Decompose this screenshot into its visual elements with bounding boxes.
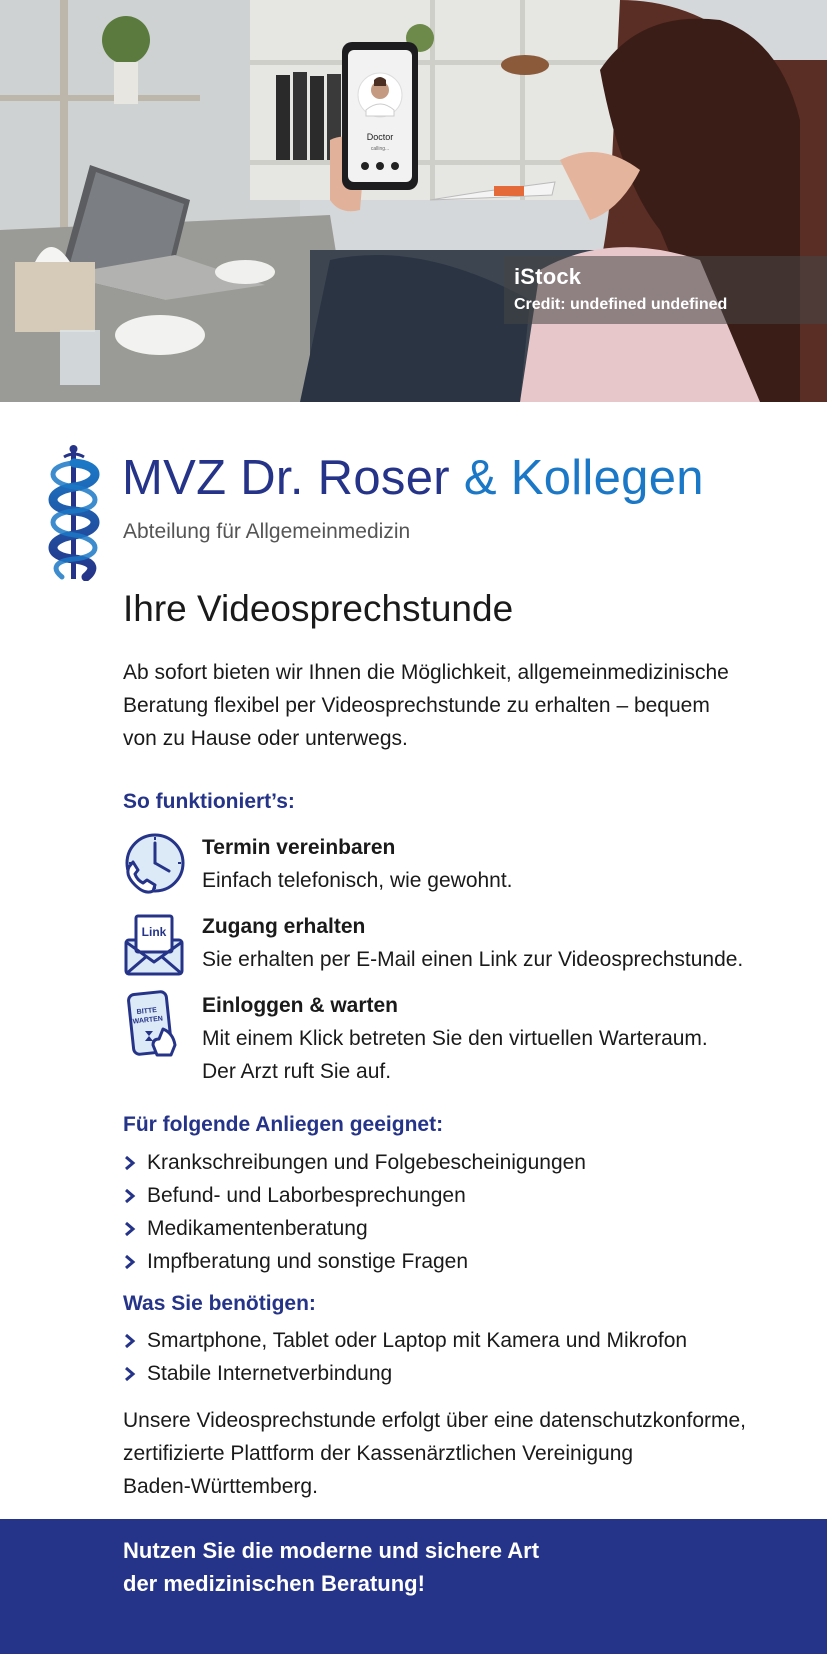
chevron-right-icon	[123, 1221, 137, 1237]
closing-line: zertifizierte Plattform der Kassenärztlichen Vereinigung	[123, 1442, 634, 1465]
requirements-list	[123, 1324, 687, 1390]
link-mail-icon	[123, 910, 185, 978]
clock-phone-icon	[123, 831, 185, 899]
waiting-phone-icon	[123, 989, 185, 1057]
list-item-text: Krankschreibungen und Folgebescheinigungen	[147, 1151, 586, 1174]
requirements-heading: Was Sie benötigen:	[123, 1292, 316, 1315]
istock-watermark	[504, 256, 827, 324]
link-label: Link	[141, 925, 167, 939]
list-item-text: Smartphone, Tablet oder Laptop mit Kamera und Mikrofon	[147, 1329, 688, 1352]
warten-label: WARTEN	[132, 1015, 164, 1026]
istock-logo: iStock	[514, 264, 582, 289]
list-item-text: Medikamentenberatung	[147, 1217, 368, 1240]
list-item-text: Stabile Internetverbindung	[147, 1362, 393, 1385]
title-part-2: & Kollegen	[463, 451, 704, 505]
bitte-label: BITTE	[136, 1006, 158, 1017]
step-description-line: Der Arzt ruft Sie auf.	[202, 1060, 392, 1083]
step-description	[202, 943, 802, 976]
istock-credit: Credit: undefined undefined	[514, 296, 728, 313]
banner-line: Nutzen Sie die moderne und sichere Art	[123, 1538, 540, 1563]
step-title: Einloggen & warten	[202, 994, 399, 1017]
list-item	[123, 1357, 687, 1390]
intro-line: Beratung flexibel per Videosprechstunde zu erhalten – bequem	[123, 694, 710, 717]
step-description-line: Mit einem Klick betreten Sie den virtuellen Warteraum.	[202, 1027, 708, 1050]
step-title: Termin vereinbaren	[202, 836, 396, 859]
hero-illustration	[0, 0, 827, 402]
list-item	[123, 1146, 586, 1179]
chevron-right-icon	[123, 1254, 137, 1270]
caduceus-logo-icon	[40, 443, 108, 581]
page-subtitle: Abteilung für Allgemeinmedizin	[123, 520, 411, 543]
hero-photo	[0, 0, 827, 402]
step-description	[202, 864, 802, 897]
chevron-right-icon	[123, 1155, 137, 1171]
main-heading: Ihre Videosprechstunde	[123, 588, 514, 629]
closing-line: Baden-Württemberg.	[123, 1475, 318, 1498]
phone-caller-status: calling...	[370, 146, 390, 152]
intro-line: Ab sofort bieten wir Ihnen die Möglichkeit, allgemeinmedizinische	[123, 661, 729, 684]
suitable-for-heading: Für folgende Anliegen geeignet:	[123, 1113, 444, 1136]
closing-paragraph	[123, 1404, 803, 1503]
page-title	[122, 448, 704, 508]
chevron-right-icon	[123, 1333, 137, 1349]
suitable-for-list	[123, 1146, 586, 1278]
step-description-line: Sie erhalten per E-Mail einen Link zur Videosprechstunde.	[202, 948, 744, 971]
list-item-text: Impfberatung und sonstige Fragen	[147, 1250, 469, 1273]
list-item	[123, 1245, 586, 1278]
how-it-works-heading: So funktioniert’s:	[123, 790, 295, 813]
closing-line: Unsere Videosprechstunde erfolgt über eine datenschutzkonforme,	[123, 1409, 746, 1432]
intro-paragraph	[123, 656, 773, 755]
step-description-line: Einfach telefonisch, wie gewohnt.	[202, 869, 513, 892]
list-item	[123, 1324, 687, 1357]
step-description	[202, 1022, 802, 1088]
banner-line: der medizinischen Beratung!	[123, 1571, 425, 1596]
step-title: Zugang erhalten	[202, 915, 366, 938]
phone-caller-name: Doctor	[366, 132, 394, 142]
chevron-right-icon	[123, 1188, 137, 1204]
footer-banner-text	[123, 1534, 539, 1600]
chevron-right-icon	[123, 1366, 137, 1382]
list-item	[123, 1212, 586, 1245]
title-part-1: MVZ Dr. Roser	[122, 451, 450, 505]
intro-line: von zu Hause oder unterwegs.	[123, 727, 408, 750]
list-item-text: Befund- und Laborbesprechungen	[147, 1184, 466, 1207]
list-item	[123, 1179, 586, 1212]
